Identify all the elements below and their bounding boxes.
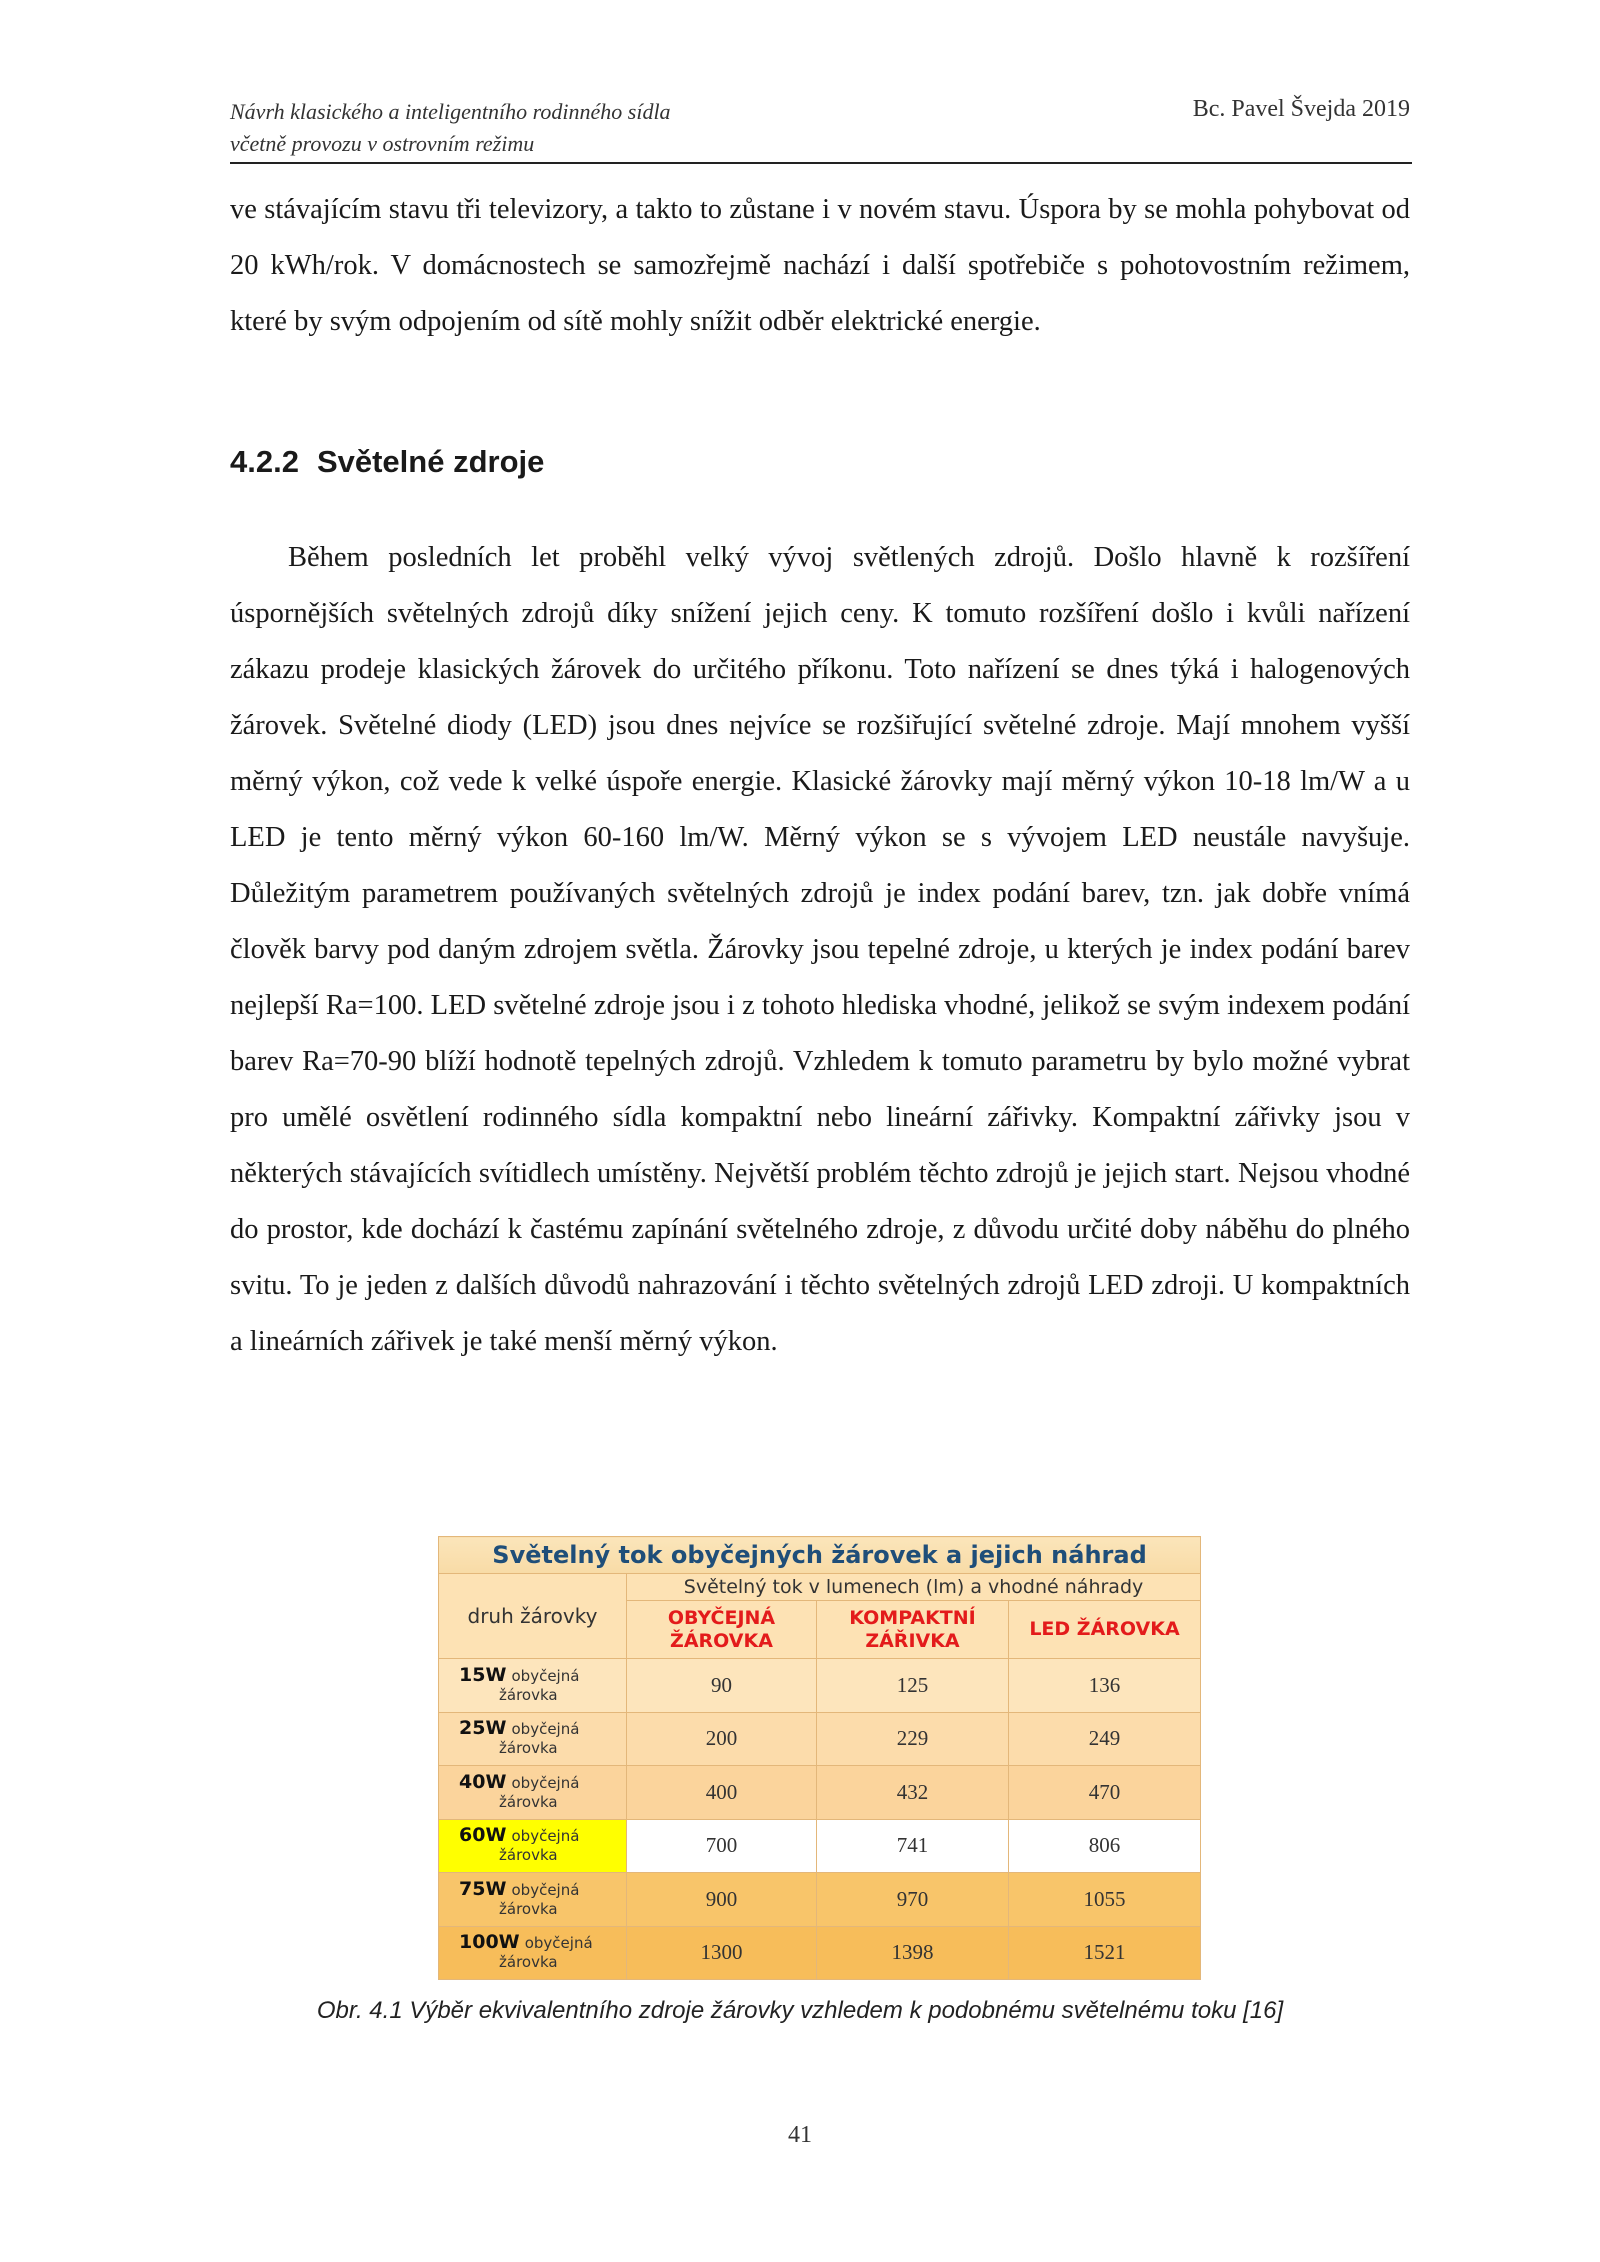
col-header-compact xyxy=(817,1601,1009,1659)
paragraph-continued: ve stávajícím stavu tři televizory, a takto to zůstane i v novém stavu. Úspora by se mohla pohybovat od 20 kWh/rok. V domácnostech se samozřejmě nachází i další spotřebiče s pohotovostním režimem, které by svým odpojením od sítě mohly snížit odběr elektrické energie. xyxy=(230,194,1410,337)
cell-led: 470 xyxy=(1009,1766,1201,1820)
row-watt: 40W xyxy=(459,1770,507,1793)
row-label xyxy=(439,1819,627,1873)
luminous-flux-table xyxy=(438,1536,1201,1980)
col-header-led: LED ŽÁROVKA xyxy=(1009,1601,1201,1659)
row-type: obyčejná xyxy=(511,1720,580,1739)
section-number: 4.2.2 xyxy=(230,444,299,479)
cell-compact: 229 xyxy=(817,1712,1009,1766)
section-title: Světelné zdroje xyxy=(316,444,545,479)
col-header-compact-line2: ZÁŘIVKA xyxy=(865,1629,960,1652)
cell-compact: 432 xyxy=(817,1766,1009,1820)
running-header-line1: Návrh klasického a inteligentního rodinného sídla xyxy=(230,99,671,124)
row-label xyxy=(439,1926,627,1980)
col-header-compact-line1: KOMPAKTNÍ xyxy=(849,1606,976,1629)
cell-incandescent: 1300 xyxy=(627,1926,817,1980)
luminous-flux-figure xyxy=(438,1536,1200,1980)
table-row xyxy=(439,1926,1201,1980)
col-header-incandescent xyxy=(627,1601,817,1659)
page-number: 41 xyxy=(788,2122,812,2148)
figure-caption: Obr. 4.1 Výběr ekvivalentního zdroje žárovky vzhledem k podobnému světelnému toku [16] xyxy=(316,1997,1284,2024)
row-type-line2: žárovka xyxy=(499,1899,558,1918)
cell-led: 249 xyxy=(1009,1712,1201,1766)
cell-led: 1521 xyxy=(1009,1926,1201,1980)
cell-compact: 970 xyxy=(817,1873,1009,1927)
cell-incandescent: 90 xyxy=(627,1659,817,1713)
table-row xyxy=(439,1766,1201,1820)
paragraph-light-sources: Během posledních let proběhl velký vývoj světlených zdrojů. Došlo hlavně k rozšíření úspornějších světelných zdrojů díky snížení jejich ceny. K tomuto rozšíření došlo i kvůli nařízení zákazu prodeje klasických žárovek do určitého příkonu. Toto nařízení se dnes týká i halogenových žárovek. Světelné diody (LED) jsou dnes nejvíce se rozšiřující světelné zdroje. Mají mnohem vyšší měrný výkon, což vede k velké úspoře energie. Klasické žárovky mají měrný výkon 10-18 lm/W a u LED je tento měrný výkon 60-160 lm/W. Měrný výkon se s vývojem LED neustále navyšuje. Důležitým parametrem používaných světelných zdrojů je index podání barev, tzn. jak dobře vnímá člověk barvy pod daným zdrojem světla. Žárovky jsou tepelné zdroje, u kterých je index podání barev nejlepší Ra=100. LED světelné zdroje jsou i z tohoto hlediska vhodné, jelikož se svým indexem podání barev Ra=70-90 blíží hodnotě tepelných zdrojů. Vzhledem k tomuto parametru by bylo možné vybrat pro umělé osvětlení rodinného sídla kompaktní nebo lineární zářivky. Kompaktní zářivky jsou v některých stávajících svítidlech umístěny. Největší problém těchto zdrojů je jejich start. Nejsou vhodné do prostor, kde dochází k častému zapínání světelného zdroje, z důvodu určité doby náběhu do plného svitu. To je jeden z dalších důvodů nahrazování i těchto světelných zdrojů LED zdroji. U kompaktních a lineárních zářivek je také menší měrný výkon. xyxy=(230,542,1410,1357)
table-row xyxy=(439,1712,1201,1766)
cell-led: 136 xyxy=(1009,1659,1201,1713)
cell-led: 806 xyxy=(1009,1819,1201,1873)
figure-table-title: Světelný tok obyčejných žárovek a jejich náhrad xyxy=(439,1537,1201,1574)
row-type: obyčejná xyxy=(511,1773,580,1792)
row-watt: 100W xyxy=(459,1931,520,1954)
row-type: obyčejná xyxy=(524,1934,593,1953)
row-watt: 75W xyxy=(459,1877,507,1900)
cell-incandescent: 200 xyxy=(627,1712,817,1766)
table-row xyxy=(439,1659,1201,1713)
row-type-line2: žárovka xyxy=(499,1792,558,1811)
running-header-line2: včetně provozu v ostrovním režimu xyxy=(230,131,535,156)
row-label xyxy=(439,1659,627,1713)
row-type-line2: žárovka xyxy=(499,1953,558,1972)
cell-compact: 1398 xyxy=(817,1926,1009,1980)
running-header-author: Bc. Pavel Švejda 2019 xyxy=(1192,96,1410,122)
row-label xyxy=(439,1766,627,1820)
table-row xyxy=(439,1819,1201,1873)
row-watt: 15W xyxy=(459,1663,507,1686)
col-header-incandescent-line2: ŽÁROVKA xyxy=(670,1629,773,1652)
table-subtitle: Světelný tok v lumenech (lm) a vhodné náhrady xyxy=(627,1574,1201,1601)
cell-incandescent: 700 xyxy=(627,1819,817,1873)
cell-led: 1055 xyxy=(1009,1873,1201,1927)
row-watt: 60W xyxy=(459,1824,507,1847)
row-header-cell: druh žárovky xyxy=(439,1574,627,1659)
cell-compact: 125 xyxy=(817,1659,1009,1713)
cell-incandescent: 400 xyxy=(627,1766,817,1820)
cell-compact: 741 xyxy=(817,1819,1009,1873)
row-label xyxy=(439,1712,627,1766)
running-header-title xyxy=(230,96,671,160)
section-heading xyxy=(230,444,544,480)
header-rule xyxy=(230,162,1412,164)
row-type: obyčejná xyxy=(511,1666,580,1685)
row-watt: 25W xyxy=(459,1717,507,1740)
table-row xyxy=(439,1873,1201,1927)
row-type: obyčejná xyxy=(511,1880,580,1899)
row-type-line2: žárovka xyxy=(499,1685,558,1704)
col-header-incandescent-line1: OBYČEJNÁ xyxy=(667,1606,776,1629)
row-label xyxy=(439,1873,627,1927)
row-type-line2: žárovka xyxy=(499,1739,558,1758)
row-type-line2: žárovka xyxy=(499,1846,558,1865)
row-type: obyčejná xyxy=(511,1827,580,1846)
cell-incandescent: 900 xyxy=(627,1873,817,1927)
